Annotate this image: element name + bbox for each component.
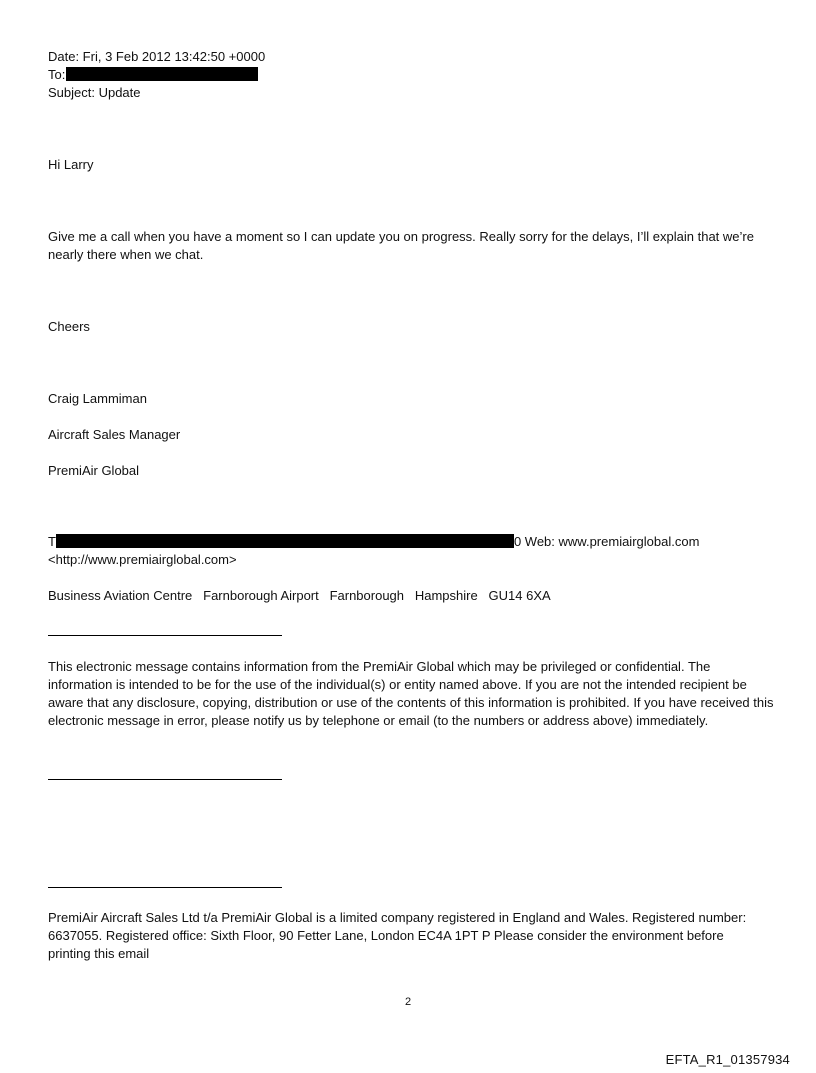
greeting: Hi Larry (48, 157, 94, 172)
message-body: Give me a call when you have a moment so I can update you on progress. Really sorry for the delays, I’ll explain that we’re nearly there when we chat. (48, 229, 754, 262)
email-date: Date: Fri, 3 Feb 2012 13:42:50 +0000 (48, 49, 266, 64)
company-address: Business Aviation Centre Farnborough Airport Farnborough Hampshire GU14 6XA (48, 588, 551, 603)
signature-title: Aircraft Sales Manager (48, 427, 181, 442)
email-subject: Subject: Update (48, 85, 141, 100)
email-to-label: To: (48, 67, 66, 82)
document-id: EFTA_R1_01357934 (665, 1052, 790, 1067)
signoff: Cheers (48, 319, 90, 334)
contact-web: 0 Web: www.premiairglobal.com (513, 534, 700, 549)
redaction-bar (56, 534, 514, 548)
website-link[interactable]: <http://www.premiairglobal.com> (48, 552, 237, 567)
divider (48, 635, 282, 636)
divider (48, 779, 282, 780)
contact-prefix: T (48, 534, 56, 549)
signature-name: Craig Lammiman (48, 391, 147, 406)
redaction-bar (66, 67, 258, 81)
company-registration: PremiAir Aircraft Sales Ltd t/a PremiAir Global is a limited company registered in England and Wales. Registered number: 6637055. Registered office: Sixth Floor, 90 Fetter Lane, London EC4A 1PT P Please consider the environment before printing this email (48, 910, 747, 961)
contact-line (48, 533, 699, 551)
page-number: 2 (404, 996, 412, 1008)
disclaimer-text: This electronic message contains information from the PremiAir Global which may be privileged or confidential. The information is intended to be for the use of the individual(s) or entity named above. If you are not the intended recipient be aware that any disclosure, copying, distribution or use of the contents of this information is prohibited. If you have received this electronic message in error, please notify us by telephone or email (to the numbers or address above) immediately. (48, 659, 774, 728)
signature-company: PremiAir Global (48, 463, 140, 478)
divider (48, 887, 282, 888)
email-to-line (48, 66, 258, 84)
